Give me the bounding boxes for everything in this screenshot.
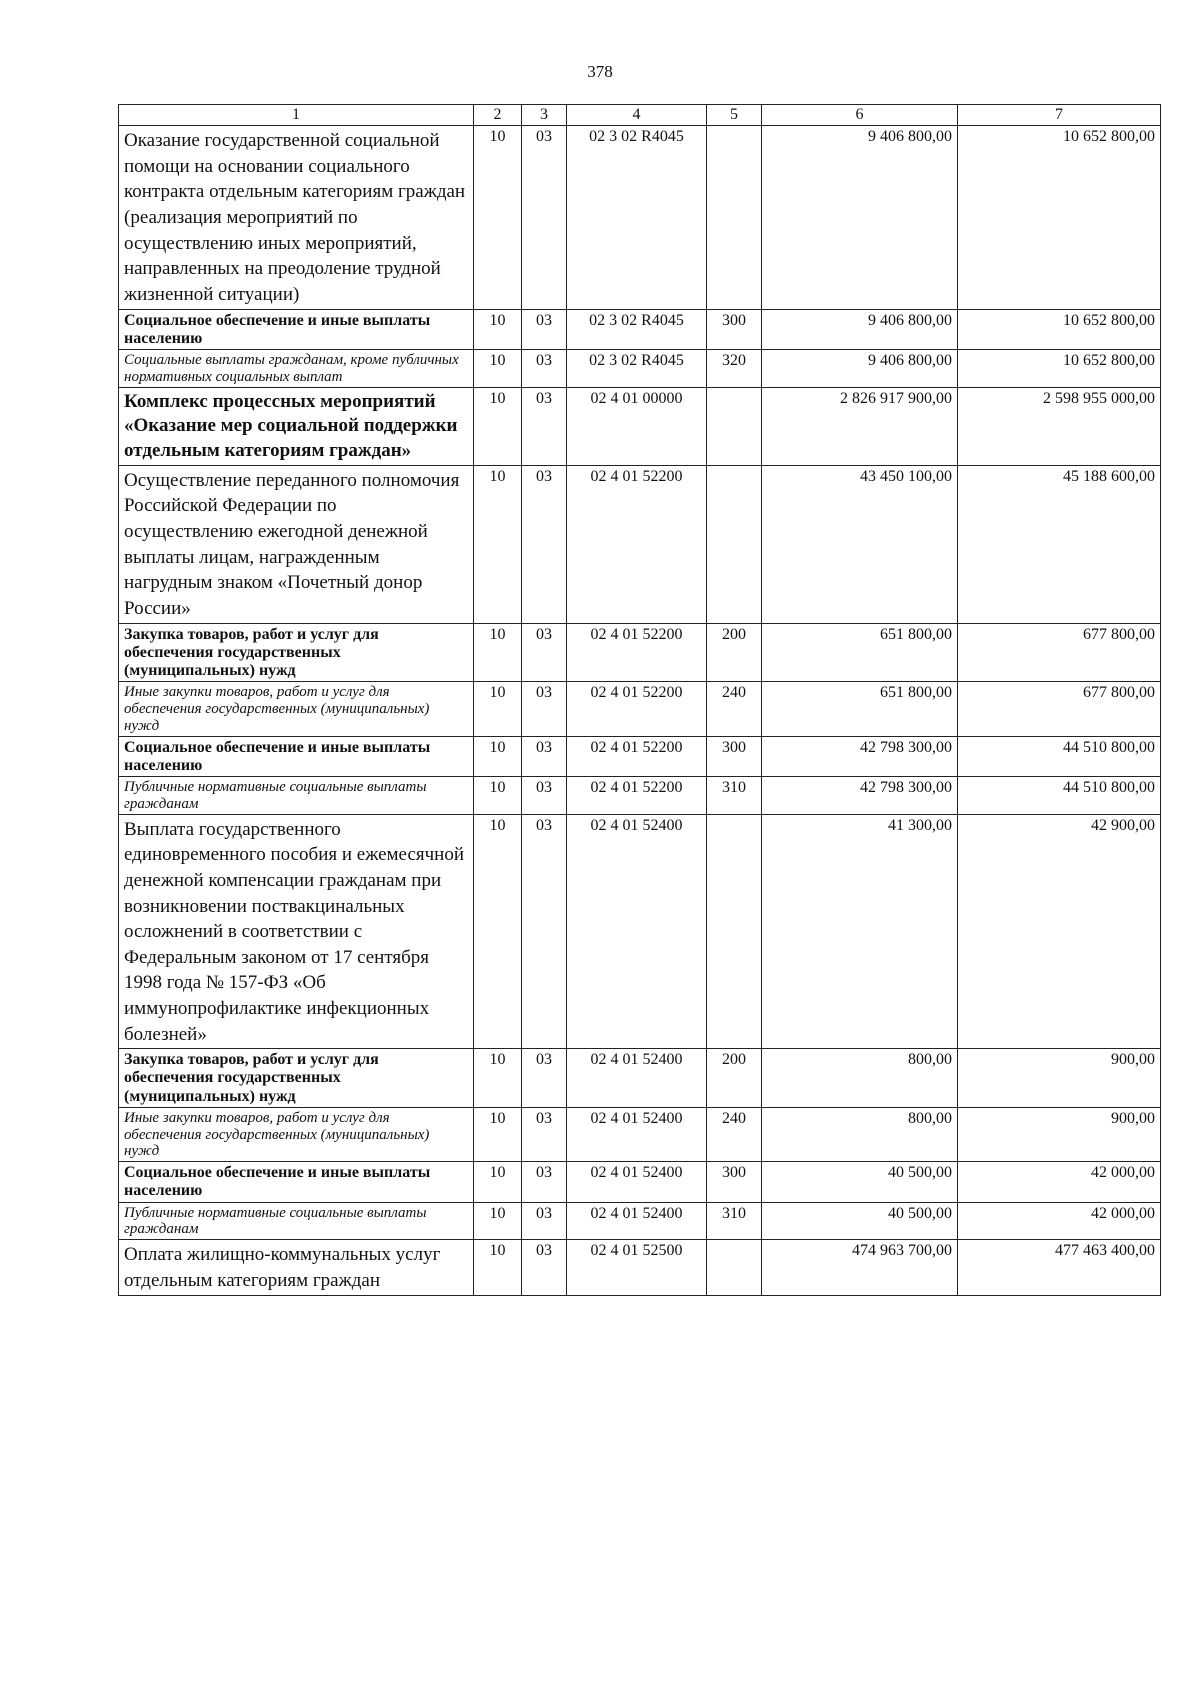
page-number: 378 bbox=[587, 62, 613, 81]
row-subsection: 03 bbox=[522, 1240, 567, 1295]
row-amount-year-2: 45 188 600,00 bbox=[958, 465, 1161, 623]
row-target-article: 02 4 01 52400 bbox=[567, 1049, 707, 1107]
row-name: Социальное обеспечение и иные выплаты населению bbox=[119, 1162, 474, 1202]
table-body bbox=[119, 126, 1161, 1296]
row-subsection: 03 bbox=[522, 1107, 567, 1162]
row-expense-type: 300 bbox=[707, 309, 762, 349]
row-subsection: 03 bbox=[522, 465, 567, 623]
budget-table bbox=[118, 104, 1161, 1296]
row-amount-year-2: 477 463 400,00 bbox=[958, 1240, 1161, 1295]
row-expense-type bbox=[707, 1240, 762, 1295]
header-col-4: 4 bbox=[567, 105, 707, 126]
row-amount-year-2: 44 510 800,00 bbox=[958, 776, 1161, 814]
table-header bbox=[119, 105, 1161, 126]
row-amount-year-2: 42 000,00 bbox=[958, 1202, 1161, 1240]
row-amount-year-1: 800,00 bbox=[762, 1107, 958, 1162]
row-amount-year-1: 9 406 800,00 bbox=[762, 126, 958, 309]
row-name: Закупка товаров, работ и услуг для обеспечения государственных (муниципальных) нужд bbox=[119, 623, 474, 681]
row-target-article: 02 3 02 R4045 bbox=[567, 126, 707, 309]
row-amount-year-1: 474 963 700,00 bbox=[762, 1240, 958, 1295]
table-row bbox=[119, 387, 1161, 465]
row-name: Социальное обеспечение и иные выплаты населению bbox=[119, 736, 474, 776]
row-section: 10 bbox=[474, 349, 522, 387]
row-subsection: 03 bbox=[522, 387, 567, 465]
row-section: 10 bbox=[474, 387, 522, 465]
row-amount-year-2: 10 652 800,00 bbox=[958, 126, 1161, 309]
row-target-article: 02 4 01 52200 bbox=[567, 465, 707, 623]
table-row bbox=[119, 1240, 1161, 1295]
row-amount-year-2: 900,00 bbox=[958, 1107, 1161, 1162]
row-subsection: 03 bbox=[522, 776, 567, 814]
table-row bbox=[119, 126, 1161, 309]
table-row bbox=[119, 1049, 1161, 1107]
row-name: Оказание государственной социальной помощи на основании социального контракта отдельным категориям граждан (реализация мероприятий по осуществлению иных мероприятий, направленных на преодоление трудной жизненной ситуации) bbox=[119, 126, 474, 309]
row-section: 10 bbox=[474, 1107, 522, 1162]
row-section: 10 bbox=[474, 1049, 522, 1107]
row-amount-year-2: 677 800,00 bbox=[958, 623, 1161, 681]
table-row bbox=[119, 1162, 1161, 1202]
row-target-article: 02 4 01 52200 bbox=[567, 776, 707, 814]
row-amount-year-2: 900,00 bbox=[958, 1049, 1161, 1107]
row-target-article: 02 4 01 52400 bbox=[567, 1107, 707, 1162]
row-target-article: 02 3 02 R4045 bbox=[567, 349, 707, 387]
table-row bbox=[119, 465, 1161, 623]
row-expense-type: 320 bbox=[707, 349, 762, 387]
row-expense-type: 200 bbox=[707, 623, 762, 681]
row-target-article: 02 4 01 52200 bbox=[567, 623, 707, 681]
table-row bbox=[119, 349, 1161, 387]
row-target-article: 02 3 02 R4045 bbox=[567, 309, 707, 349]
table-row bbox=[119, 623, 1161, 681]
row-target-article: 02 4 01 52200 bbox=[567, 681, 707, 736]
row-name: Иные закупки товаров, работ и услуг для обеспечения государственных (муниципальных) нужд bbox=[119, 681, 474, 736]
row-expense-type bbox=[707, 465, 762, 623]
header-col-2: 2 bbox=[474, 105, 522, 126]
row-amount-year-1: 41 300,00 bbox=[762, 814, 958, 1049]
row-amount-year-2: 44 510 800,00 bbox=[958, 736, 1161, 776]
row-amount-year-1: 800,00 bbox=[762, 1049, 958, 1107]
table-row bbox=[119, 309, 1161, 349]
header-row bbox=[119, 105, 1161, 126]
row-expense-type bbox=[707, 126, 762, 309]
row-name: Публичные нормативные социальные выплаты гражданам bbox=[119, 776, 474, 814]
row-expense-type: 200 bbox=[707, 1049, 762, 1107]
row-amount-year-2: 10 652 800,00 bbox=[958, 309, 1161, 349]
row-target-article: 02 4 01 00000 bbox=[567, 387, 707, 465]
header-col-7: 7 bbox=[958, 105, 1161, 126]
row-section: 10 bbox=[474, 1162, 522, 1202]
row-amount-year-1: 2 826 917 900,00 bbox=[762, 387, 958, 465]
row-amount-year-2: 42 000,00 bbox=[958, 1162, 1161, 1202]
row-name: Иные закупки товаров, работ и услуг для обеспечения государственных (муниципальных) нужд bbox=[119, 1107, 474, 1162]
row-amount-year-2: 42 900,00 bbox=[958, 814, 1161, 1049]
row-expense-type bbox=[707, 387, 762, 465]
header-col-6: 6 bbox=[762, 105, 958, 126]
row-subsection: 03 bbox=[522, 1049, 567, 1107]
row-name: Закупка товаров, работ и услуг для обеспечения государственных (муниципальных) нужд bbox=[119, 1049, 474, 1107]
row-amount-year-1: 651 800,00 bbox=[762, 681, 958, 736]
row-section: 10 bbox=[474, 465, 522, 623]
row-section: 10 bbox=[474, 776, 522, 814]
table-row bbox=[119, 1202, 1161, 1240]
row-name: Осуществление переданного полномочия Российской Федерации по осуществлению ежегодной денежной выплаты лицам, награжденным нагрудным знаком «Почетный донор России» bbox=[119, 465, 474, 623]
row-target-article: 02 4 01 52400 bbox=[567, 1162, 707, 1202]
row-subsection: 03 bbox=[522, 126, 567, 309]
row-amount-year-2: 2 598 955 000,00 bbox=[958, 387, 1161, 465]
row-expense-type: 240 bbox=[707, 1107, 762, 1162]
row-amount-year-2: 10 652 800,00 bbox=[958, 349, 1161, 387]
row-amount-year-1: 40 500,00 bbox=[762, 1202, 958, 1240]
row-section: 10 bbox=[474, 1240, 522, 1295]
row-expense-type: 300 bbox=[707, 1162, 762, 1202]
row-amount-year-1: 9 406 800,00 bbox=[762, 349, 958, 387]
row-name: Комплекс процессных мероприятий «Оказание мер социальной поддержки отдельным категориям граждан» bbox=[119, 387, 474, 465]
row-target-article: 02 4 01 52400 bbox=[567, 1202, 707, 1240]
row-name: Публичные нормативные социальные выплаты гражданам bbox=[119, 1202, 474, 1240]
row-section: 10 bbox=[474, 681, 522, 736]
row-target-article: 02 4 01 52200 bbox=[567, 736, 707, 776]
row-section: 10 bbox=[474, 623, 522, 681]
row-target-article: 02 4 01 52400 bbox=[567, 814, 707, 1049]
row-subsection: 03 bbox=[522, 814, 567, 1049]
table-row bbox=[119, 681, 1161, 736]
row-amount-year-1: 9 406 800,00 bbox=[762, 309, 958, 349]
row-expense-type bbox=[707, 814, 762, 1049]
row-amount-year-1: 40 500,00 bbox=[762, 1162, 958, 1202]
row-expense-type: 310 bbox=[707, 1202, 762, 1240]
row-subsection: 03 bbox=[522, 349, 567, 387]
row-subsection: 03 bbox=[522, 309, 567, 349]
row-subsection: 03 bbox=[522, 681, 567, 736]
table-row bbox=[119, 776, 1161, 814]
row-name: Оплата жилищно-коммунальных услуг отдельным категориям граждан bbox=[119, 1240, 474, 1295]
table-row bbox=[119, 736, 1161, 776]
row-expense-type: 240 bbox=[707, 681, 762, 736]
row-subsection: 03 bbox=[522, 736, 567, 776]
row-expense-type: 300 bbox=[707, 736, 762, 776]
header-col-3: 3 bbox=[522, 105, 567, 126]
row-section: 10 bbox=[474, 1202, 522, 1240]
row-section: 10 bbox=[474, 814, 522, 1049]
row-name: Социальные выплаты гражданам, кроме публичных нормативных социальных выплат bbox=[119, 349, 474, 387]
table-row bbox=[119, 1107, 1161, 1162]
header-col-1: 1 bbox=[119, 105, 474, 126]
row-subsection: 03 bbox=[522, 1202, 567, 1240]
row-subsection: 03 bbox=[522, 623, 567, 681]
row-section: 10 bbox=[474, 126, 522, 309]
row-name: Выплата государственного единовременного пособия и ежемесячной денежной компенсации гражданам при возникновении поствакцинальных осложнений в соответствии с Федеральным законом от 17 сентября 1998 года № 157-ФЗ «Об иммунопрофилактике инфекционных болезней» bbox=[119, 814, 474, 1049]
row-amount-year-2: 677 800,00 bbox=[958, 681, 1161, 736]
row-expense-type: 310 bbox=[707, 776, 762, 814]
header-col-5: 5 bbox=[707, 105, 762, 126]
row-amount-year-1: 42 798 300,00 bbox=[762, 776, 958, 814]
row-section: 10 bbox=[474, 309, 522, 349]
row-amount-year-1: 651 800,00 bbox=[762, 623, 958, 681]
table-row bbox=[119, 814, 1161, 1049]
row-subsection: 03 bbox=[522, 1162, 567, 1202]
row-name: Социальное обеспечение и иные выплаты населению bbox=[119, 309, 474, 349]
row-amount-year-1: 43 450 100,00 bbox=[762, 465, 958, 623]
row-target-article: 02 4 01 52500 bbox=[567, 1240, 707, 1295]
row-section: 10 bbox=[474, 736, 522, 776]
row-amount-year-1: 42 798 300,00 bbox=[762, 736, 958, 776]
